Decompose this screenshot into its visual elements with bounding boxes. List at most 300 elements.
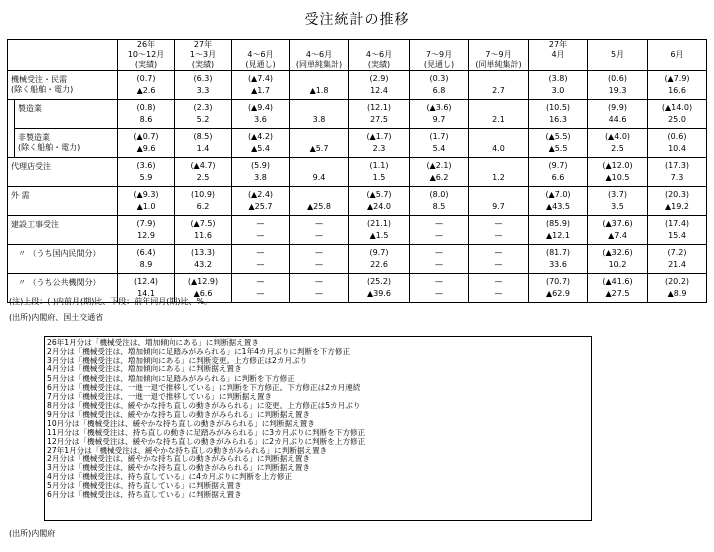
header-line: (見通し) bbox=[245, 60, 276, 69]
header-line bbox=[350, 40, 408, 50]
yoy-value: 3.5 bbox=[611, 202, 624, 211]
yoy-value: 21.4 bbox=[668, 260, 686, 269]
row-label-line bbox=[18, 114, 116, 124]
data-cell bbox=[290, 129, 349, 158]
yoy-value: ▲1.7 bbox=[251, 86, 270, 95]
mom-value: (▲7.4) bbox=[247, 74, 274, 83]
yoy-value: — bbox=[315, 260, 323, 269]
stats-table bbox=[7, 39, 707, 303]
row-label-line: 〃 （うち公共機関分） bbox=[18, 278, 101, 287]
data-cell bbox=[290, 100, 349, 129]
yoy-value: ▲5.4 bbox=[251, 144, 270, 153]
row-label bbox=[8, 216, 118, 245]
row-label-line: 外 需 bbox=[11, 191, 30, 200]
mom-value: (2.3) bbox=[193, 103, 213, 112]
yoy-value: 14.1 bbox=[137, 289, 155, 298]
yoy-value: 6.8 bbox=[432, 86, 446, 95]
yoy-value: ▲5.5 bbox=[548, 144, 568, 153]
page-title: 受注統計の推移 bbox=[304, 12, 410, 28]
data-cell bbox=[648, 187, 707, 216]
mom-value: (8.0) bbox=[429, 190, 449, 199]
header-line: (実績) bbox=[134, 60, 158, 69]
yoy-value: ▲62.9 bbox=[546, 289, 570, 298]
data-cell bbox=[118, 129, 175, 158]
yoy-value: 9.7 bbox=[492, 202, 505, 211]
yoy-value: ▲10.5 bbox=[605, 173, 630, 182]
row-label bbox=[8, 187, 118, 216]
table-row bbox=[8, 245, 707, 274]
data-cell bbox=[469, 216, 529, 245]
history-line: 3月分は「機械受注は、増加傾向にある」に判断変更。上方修正は2カ月ぶり bbox=[47, 355, 308, 365]
mom-value: (1.1) bbox=[369, 161, 389, 170]
yoy-value: 7.3 bbox=[670, 173, 684, 182]
header-line: (同単純集計) bbox=[475, 60, 522, 69]
row-label bbox=[15, 129, 118, 158]
mom-value: — bbox=[494, 219, 503, 228]
data-cell bbox=[469, 158, 529, 187]
data-cell bbox=[588, 71, 648, 100]
yoy-value: — bbox=[494, 289, 503, 298]
header-line bbox=[233, 40, 288, 50]
mom-value: (3.8) bbox=[548, 74, 568, 83]
header-line: 4月 bbox=[551, 50, 565, 59]
history-line: 11月分は「機械受注は、持ち直しの動きに足踏みがみられる」に3カ月ぶりに判断を下方修正 bbox=[47, 427, 366, 437]
data-cell bbox=[529, 274, 588, 303]
data-cell bbox=[588, 100, 648, 129]
mom-value: (▲3.6) bbox=[426, 103, 452, 112]
history-line: 5月分は「機械受注は、持ち直している」に判断据え置き bbox=[47, 480, 242, 490]
data-cell bbox=[410, 216, 469, 245]
data-cell bbox=[588, 187, 648, 216]
yoy-value: 2.5 bbox=[611, 144, 624, 153]
yoy-value: 3.0 bbox=[551, 86, 565, 95]
history-line: 9月分は「機械受注は、緩やかな持ち直しの動きがみられる」に判断据え置き bbox=[47, 410, 311, 420]
yoy-value: 11.6 bbox=[194, 231, 212, 240]
mom-value: (▲4.2) bbox=[247, 132, 274, 141]
mom-value: (7.9) bbox=[136, 219, 156, 228]
history-line: 8月分は「機械受注は、緩やかな持ち直しの動きがみられる」に変更。上方修正は5カ月ぶり bbox=[47, 400, 361, 410]
data-cell bbox=[529, 245, 588, 274]
yoy-value: — bbox=[494, 231, 503, 240]
yoy-value: 27.5 bbox=[370, 115, 388, 124]
data-cell bbox=[175, 100, 232, 129]
data-cell bbox=[410, 158, 469, 187]
history-line: 2月分は「機械受注は、緩やかな持ち直しの動きがみられる」に判断据え置き bbox=[47, 454, 311, 464]
row-label-line bbox=[11, 201, 116, 211]
yoy-value: 8.5 bbox=[432, 202, 446, 211]
yoy-value: ▲5.7 bbox=[309, 144, 329, 153]
yoy-value: — bbox=[256, 260, 265, 269]
mom-value: (17.4) bbox=[664, 219, 690, 228]
header-line: 6月 bbox=[670, 50, 684, 59]
yoy-value: 4.0 bbox=[492, 144, 505, 153]
header-line: 5月 bbox=[610, 50, 625, 59]
header-line: 1～3月 bbox=[189, 50, 217, 59]
mom-value: (0.8) bbox=[136, 103, 156, 112]
header-line: (見通し) bbox=[423, 60, 455, 69]
yoy-value: 2.3 bbox=[372, 144, 386, 153]
row-label-line bbox=[18, 259, 116, 269]
mom-value: (▲5.5) bbox=[545, 132, 571, 141]
yoy-value: ▲1.5 bbox=[369, 231, 389, 240]
row-label-line: 代理店受注 bbox=[11, 162, 51, 171]
mom-value: (1.7) bbox=[429, 132, 449, 141]
table-row bbox=[8, 187, 707, 216]
header-line: 4～6月 bbox=[247, 50, 274, 59]
header-col-6 bbox=[469, 40, 529, 71]
yoy-value: 5.2 bbox=[196, 115, 210, 124]
header-row bbox=[8, 40, 707, 71]
mom-value: (▲32.6) bbox=[602, 248, 633, 257]
yoy-value: — bbox=[315, 231, 323, 240]
mom-value: (▲14.0) bbox=[661, 103, 693, 112]
yoy-value: 9.7 bbox=[432, 115, 446, 124]
mom-value: — bbox=[256, 219, 265, 228]
mom-value: (25.2) bbox=[366, 277, 392, 286]
data-cell bbox=[175, 245, 232, 274]
header-line bbox=[649, 40, 705, 50]
mom-value: — bbox=[256, 277, 265, 286]
yoy-value: ▲7.4 bbox=[608, 231, 627, 240]
data-cell bbox=[349, 187, 410, 216]
mom-value: — bbox=[256, 248, 265, 257]
data-cell bbox=[410, 187, 469, 216]
yoy-value: 8.6 bbox=[139, 115, 153, 124]
yoy-value: ▲1.0 bbox=[136, 202, 156, 211]
mom-value: (10.9) bbox=[190, 190, 216, 199]
yoy-value: ▲43.5 bbox=[546, 202, 570, 211]
yoy-value: — bbox=[256, 289, 265, 298]
data-cell bbox=[469, 274, 529, 303]
yoy-value: 8.9 bbox=[139, 260, 153, 269]
data-cell bbox=[349, 274, 410, 303]
yoy-value: 9.4 bbox=[312, 173, 326, 182]
data-cell bbox=[529, 71, 588, 100]
data-cell bbox=[290, 245, 349, 274]
row-label-line: (除く船舶・電力) bbox=[18, 143, 81, 152]
header-col-9 bbox=[648, 40, 707, 71]
mom-value: (20.2) bbox=[664, 277, 690, 286]
history-line: 26年1月分は「機械受注は、増加傾向にある」に判断据え置き bbox=[47, 338, 259, 347]
yoy-value: 2.7 bbox=[492, 86, 505, 95]
yoy-value: 16.3 bbox=[549, 115, 567, 124]
data-cell bbox=[648, 274, 707, 303]
data-cell bbox=[290, 158, 349, 187]
mom-value bbox=[470, 190, 527, 200]
mom-value bbox=[291, 132, 347, 142]
table-row bbox=[8, 158, 707, 187]
mom-value: (▲0.7) bbox=[133, 132, 159, 141]
mom-value: (8.5) bbox=[193, 132, 213, 141]
yoy-value: 1.2 bbox=[492, 173, 505, 182]
mom-value: (2.9) bbox=[369, 74, 389, 83]
row-label-line: 建設工事受注 bbox=[11, 220, 59, 229]
data-cell bbox=[648, 100, 707, 129]
row-label bbox=[8, 158, 118, 187]
mom-value: (▲12.0) bbox=[602, 161, 633, 170]
data-cell bbox=[529, 158, 588, 187]
mom-value: (9.7) bbox=[369, 248, 389, 257]
mom-value bbox=[470, 132, 527, 142]
mom-value: (▲7.9) bbox=[664, 74, 690, 83]
mom-value: (▲4.0) bbox=[604, 132, 631, 141]
data-cell bbox=[529, 187, 588, 216]
history-line: 6月分は「機械受注は、持ち直している」に判断据え置き bbox=[47, 489, 242, 499]
row-label bbox=[8, 245, 118, 274]
mom-value: (0.7) bbox=[136, 74, 156, 83]
yoy-value: 2.5 bbox=[196, 173, 210, 182]
header-line: 26年 bbox=[136, 40, 156, 49]
data-cell bbox=[469, 245, 529, 274]
yoy-value: 19.3 bbox=[608, 86, 627, 95]
yoy-value: ▲25.8 bbox=[307, 202, 331, 211]
yoy-value: 33.6 bbox=[549, 260, 567, 269]
yoy-value: 10.2 bbox=[608, 260, 627, 269]
mom-value: (▲7.5) bbox=[190, 219, 216, 228]
header-line bbox=[589, 40, 646, 50]
header-col-5 bbox=[410, 40, 469, 71]
yoy-value: 6.2 bbox=[196, 202, 210, 211]
row-label bbox=[15, 100, 118, 129]
history-line: 4月分は「機械受注は、持ち直している」に4カ月ぶりに判断を上方修正 bbox=[47, 471, 293, 481]
mom-value: — bbox=[494, 248, 503, 257]
data-cell bbox=[648, 158, 707, 187]
data-cell bbox=[118, 71, 175, 100]
mom-value: (6.3) bbox=[193, 74, 213, 83]
table-row bbox=[8, 129, 707, 158]
mom-value: (21.1) bbox=[366, 219, 392, 228]
yoy-value: 1.4 bbox=[196, 144, 210, 153]
header-line bbox=[589, 60, 646, 70]
mom-value: (0.6) bbox=[608, 74, 627, 83]
data-cell bbox=[175, 187, 232, 216]
data-cell bbox=[529, 129, 588, 158]
mom-value: (9.9) bbox=[608, 103, 627, 112]
mom-value: (6.4) bbox=[136, 248, 156, 257]
mom-value: — bbox=[315, 277, 323, 286]
data-cell bbox=[648, 129, 707, 158]
mom-value: (7.2) bbox=[667, 248, 687, 257]
header-line: (同単純集計) bbox=[295, 60, 343, 69]
data-cell bbox=[290, 187, 349, 216]
history-line: 2月分は「機械受注は、増加傾向に足踏みがみられる」に1年4カ月ぶりに判断を下方修正 bbox=[47, 346, 351, 356]
mom-value: (81.7) bbox=[545, 248, 571, 257]
data-cell bbox=[290, 71, 349, 100]
history-line: 12月分は「機械受注は、緩やかな持ち直しの動きがみられる」に2カ月ぶりに判断を上方修正 bbox=[47, 436, 366, 446]
yoy-value: 15.4 bbox=[668, 231, 686, 240]
mom-value bbox=[470, 103, 527, 113]
yoy-value: — bbox=[494, 260, 503, 269]
mom-value bbox=[291, 74, 347, 84]
header-line bbox=[530, 60, 586, 70]
mom-value: (85.9) bbox=[545, 219, 571, 228]
header-corner bbox=[8, 40, 118, 71]
yoy-value: 12.4 bbox=[370, 86, 388, 95]
header-line: 7～9月 bbox=[425, 50, 453, 59]
header-line bbox=[291, 40, 347, 50]
header-col-7 bbox=[529, 40, 588, 71]
yoy-value: 43.2 bbox=[194, 260, 212, 269]
mom-value: (▲5.7) bbox=[366, 190, 392, 199]
header-col-3 bbox=[290, 40, 349, 71]
yoy-value: — bbox=[315, 289, 323, 298]
header-line bbox=[411, 40, 467, 50]
yoy-value: 5.4 bbox=[432, 144, 446, 153]
yoy-value: 12.9 bbox=[137, 231, 155, 240]
data-cell bbox=[118, 245, 175, 274]
header-col-0 bbox=[118, 40, 175, 71]
row-label-line: 非製造業 bbox=[18, 133, 50, 142]
data-cell bbox=[175, 129, 232, 158]
mom-value bbox=[470, 161, 527, 171]
history-line: 5月分は「機械受注は、増加傾向に足踏みがみられる」に判断を下方修正 bbox=[47, 374, 295, 384]
yoy-value: 3.8 bbox=[312, 115, 326, 124]
header-col-1 bbox=[175, 40, 232, 71]
mom-value bbox=[291, 103, 347, 113]
header-line: 7～9月 bbox=[485, 50, 512, 59]
mom-value: (▲4.7) bbox=[190, 161, 216, 170]
mom-value: (▲9.3) bbox=[133, 190, 159, 199]
row-label bbox=[8, 71, 118, 100]
yoy-value: 1.5 bbox=[372, 173, 386, 182]
mom-value: (20.3) bbox=[664, 190, 690, 199]
mom-value bbox=[470, 74, 527, 84]
yoy-value: 6.6 bbox=[551, 173, 565, 182]
row-label-line bbox=[11, 230, 116, 240]
yoy-value: 2.1 bbox=[492, 115, 505, 124]
mom-value: — bbox=[494, 277, 503, 286]
yoy-value: 10.4 bbox=[668, 144, 686, 153]
data-cell bbox=[175, 158, 232, 187]
data-cell bbox=[232, 245, 290, 274]
history-line: 6月分は「機械受注は、一進一退で推移している」に判断を下方修正。下方修正は2カ月連続 bbox=[47, 382, 361, 392]
mom-value: (▲37.6) bbox=[602, 219, 633, 228]
indent-cell bbox=[8, 100, 15, 129]
mom-value: (5.9) bbox=[251, 161, 270, 170]
mom-value: (▲7.0) bbox=[545, 190, 571, 199]
data-cell bbox=[588, 245, 648, 274]
row-label-line: 〃 （うち国内民間分） bbox=[18, 249, 101, 258]
data-cell bbox=[232, 187, 290, 216]
yoy-value: ▲12.1 bbox=[546, 231, 570, 240]
data-cell bbox=[349, 158, 410, 187]
yoy-value: ▲2.6 bbox=[136, 86, 156, 95]
data-cell bbox=[349, 100, 410, 129]
header-line: 27年 bbox=[193, 40, 213, 49]
yoy-value: 22.6 bbox=[370, 260, 388, 269]
history-line: 4月分は「機械受注は、増加傾向にある」に判断据え置き bbox=[47, 364, 242, 374]
data-cell bbox=[529, 216, 588, 245]
yoy-value: ▲39.6 bbox=[367, 289, 391, 298]
header-line: 10～12月 bbox=[127, 50, 165, 59]
mom-value: — bbox=[315, 248, 323, 257]
data-cell bbox=[588, 129, 648, 158]
data-cell bbox=[118, 216, 175, 245]
yoy-value: — bbox=[256, 231, 265, 240]
data-cell bbox=[118, 187, 175, 216]
yoy-value: ▲25.7 bbox=[248, 202, 273, 211]
yoy-value: 3.8 bbox=[254, 173, 267, 182]
data-cell bbox=[349, 129, 410, 158]
data-cell bbox=[469, 71, 529, 100]
data-cell bbox=[410, 129, 469, 158]
header-line: 4～6月 bbox=[365, 50, 393, 59]
mom-value: (70.7) bbox=[545, 277, 571, 286]
data-cell bbox=[410, 274, 469, 303]
yoy-value: 5.9 bbox=[139, 173, 153, 182]
history-line: 10月分は「機械受注は、緩やかな持ち直しの動きがみられる」に判断据え置き bbox=[47, 419, 315, 429]
data-cell bbox=[410, 100, 469, 129]
data-cell bbox=[410, 245, 469, 274]
data-cell bbox=[290, 216, 349, 245]
header-line: (実績) bbox=[191, 60, 215, 69]
yoy-value: ▲6.2 bbox=[429, 173, 449, 182]
mom-value: — bbox=[435, 277, 443, 286]
data-cell bbox=[232, 100, 290, 129]
history-line: 3月分は「機械受注は、緩やかな持ち直しの動きがみられる」に判断据え置き bbox=[47, 463, 311, 473]
note-legend: (注)上段：( )内前月(期)比、下段：前年同月(期)比、%。 bbox=[9, 297, 213, 306]
data-cell bbox=[469, 187, 529, 216]
mom-value: (▲41.6) bbox=[602, 277, 633, 286]
history-line: 27年1月分は「機械受注は、緩やかな持ち直しの動きがみられる」に判断据え置き bbox=[47, 445, 328, 455]
data-cell bbox=[529, 100, 588, 129]
data-cell bbox=[175, 216, 232, 245]
mom-value: (0.6) bbox=[667, 132, 687, 141]
yoy-value: 16.6 bbox=[668, 86, 686, 95]
yoy-value: 3.3 bbox=[196, 86, 210, 95]
mom-value: (12.1) bbox=[366, 103, 392, 112]
data-cell bbox=[588, 158, 648, 187]
table-row bbox=[8, 216, 707, 245]
data-cell bbox=[232, 129, 290, 158]
data-cell bbox=[648, 245, 707, 274]
yoy-value: 25.0 bbox=[668, 115, 686, 124]
data-cell bbox=[588, 216, 648, 245]
data-cell bbox=[232, 216, 290, 245]
yoy-value: — bbox=[435, 289, 443, 298]
data-cell bbox=[410, 71, 469, 100]
mom-value: (3.7) bbox=[608, 190, 627, 199]
header-line: 4～6月 bbox=[305, 50, 333, 59]
data-cell bbox=[349, 216, 410, 245]
header-line bbox=[470, 40, 527, 50]
indent-cell bbox=[8, 129, 15, 158]
mom-value: — bbox=[435, 219, 443, 228]
mom-value: — bbox=[315, 219, 323, 228]
mom-value: (▲2.4) bbox=[247, 190, 274, 199]
data-cell bbox=[232, 71, 290, 100]
data-cell bbox=[648, 216, 707, 245]
row-label-line bbox=[11, 172, 116, 182]
mom-value: (12.4) bbox=[133, 277, 159, 286]
data-cell bbox=[648, 71, 707, 100]
mom-value bbox=[291, 190, 347, 200]
mom-value: (3.6) bbox=[136, 161, 156, 170]
mom-value: (13.3) bbox=[190, 248, 216, 257]
data-cell bbox=[588, 274, 648, 303]
header-col-8 bbox=[588, 40, 648, 71]
yoy-value: ▲1.8 bbox=[309, 86, 329, 95]
mom-value: (▲1.7) bbox=[366, 132, 392, 141]
mom-value: (0.3) bbox=[429, 74, 449, 83]
data-cell bbox=[118, 100, 175, 129]
header-line: (実績) bbox=[367, 60, 391, 69]
header-col-4 bbox=[349, 40, 410, 71]
yoy-value: 44.6 bbox=[608, 115, 627, 124]
header-col-2 bbox=[232, 40, 290, 71]
history-line: 7月分は「機械受注は、一進一退で推移している」に判断据え置き bbox=[47, 391, 273, 401]
yoy-value: ▲9.6 bbox=[136, 144, 156, 153]
